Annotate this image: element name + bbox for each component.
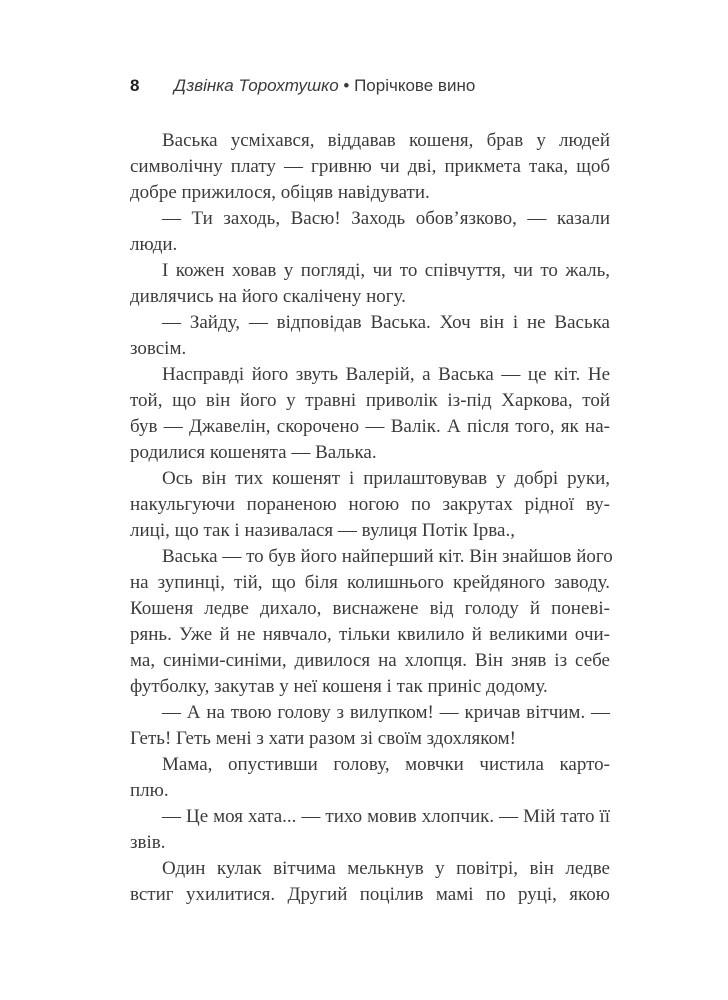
text-line: накульгуючи пораненою ногою по закрутах рідної ву- — [130, 494, 610, 515]
text-line: Васька усміхався, віддавав кошеня, брав у людей — [162, 130, 610, 151]
text-line: — Зайду, — відповідав Васька. Хоч він і не Васька — [162, 312, 610, 333]
text-line: рянь. Уже й не нявчало, тільки квилило й великими очи- — [130, 624, 610, 645]
body-text — [130, 128, 613, 908]
text-line: люди. — [130, 234, 178, 255]
text-line: Насправді його звуть Валерій, а Васька — це кіт. Не — [162, 364, 610, 385]
paragraph — [130, 128, 610, 206]
text-line: Кошеня ледве дихало, виснажене від голоду й поневі- — [130, 598, 610, 619]
text-line: дивлячись на його скалічену ногу. — [130, 286, 406, 307]
text-line: звів. — [130, 832, 166, 853]
text-line: футболку, закутав у неї кошеня і так приніс додому. — [130, 676, 548, 697]
text-line: добре прижилося, обіцяв навідувати. — [130, 182, 430, 203]
page-number: 8 — [130, 76, 140, 95]
text-line: Один кулак вітчима мелькнув у повітрі, він ледве — [162, 858, 610, 879]
text-line: встиг ухилитися. Другий поцілив мамі по руці, якою — [130, 884, 610, 905]
text-line: Мама, опустивши голову, мовчки чистила карто- — [162, 754, 610, 775]
book-title: Порічкове вино — [354, 76, 476, 95]
text-line: був — Джавелін, скорочено — Валік. А після того, як на- — [130, 416, 610, 437]
paragraph — [130, 804, 610, 856]
paragraph — [130, 466, 610, 544]
paragraph — [130, 362, 610, 466]
text-line: ма, синіми-синіми, дивилося на хлопця. Він зняв із себе — [130, 650, 610, 671]
paragraph — [130, 856, 610, 908]
text-line: Васька — то був його найперший кіт. Він знайшов його — [162, 546, 613, 567]
text-line: Геть! Геть мені з хати разом зі своїм здохляком! — [130, 728, 516, 749]
paragraph — [130, 752, 610, 804]
text-line: плю. — [130, 780, 169, 801]
text-line: Ось він тих кошенят і прилаштовував у добрі руки, — [162, 468, 610, 489]
paragraph — [130, 544, 613, 700]
paragraph — [130, 206, 610, 258]
running-header — [130, 76, 475, 96]
text-line: І кожен ховав у погляді, чи то співчуття, чи то жаль, — [162, 260, 610, 281]
paragraph — [130, 700, 610, 752]
text-line: символічну плату — гривню чи дві, прикмета така, щоб — [130, 156, 610, 177]
text-line: — Ти заходь, Васю! Заходь обов’язково, — казали — [162, 208, 610, 229]
text-line: на зупинці, тій, що біля колишнього крейдяного заводу. — [130, 572, 610, 593]
author-name: Дзвінка Торохтушко — [174, 76, 339, 95]
text-line: лиці, що так і називалася — вулиця Потік Ірва., — [130, 520, 515, 541]
text-line: зовсім. — [130, 338, 187, 359]
paragraph — [130, 310, 610, 362]
text-line: той, що він його у травні приволік із-під Харкова, той — [130, 390, 610, 411]
paragraph — [130, 258, 610, 310]
text-line: — А на твою голову з вилупком! — кричав вітчим. — — [162, 702, 610, 723]
text-line: родилися кошенята — Валька. — [130, 442, 377, 463]
text-line: — Це моя хата... — тихо мовив хлопчик. — Мій тато її — [162, 806, 610, 827]
header-separator: • — [338, 76, 355, 95]
